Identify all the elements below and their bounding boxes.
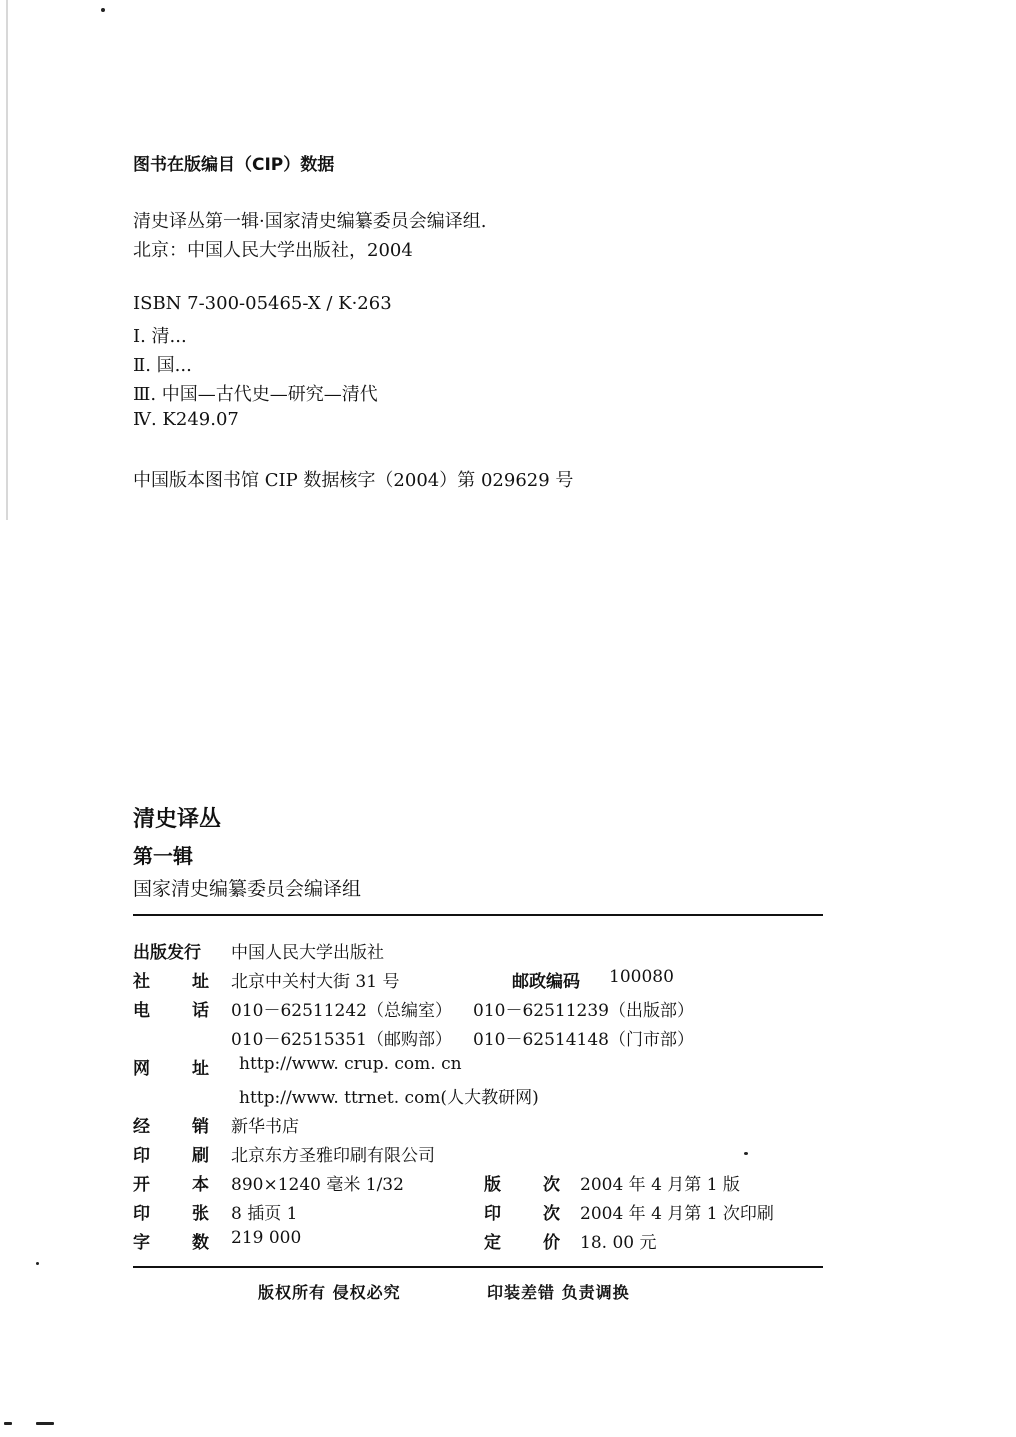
top-rule: [133, 914, 823, 916]
words-label-1: 字: [133, 1233, 150, 1253]
book-volume: 第一辑: [133, 844, 193, 868]
cip-header: 图书在版编目（CIP）数据: [133, 155, 335, 175]
address-value: 北京中关村大街 31 号: [231, 972, 400, 992]
web-label-2: 址: [192, 1059, 209, 1079]
address-label-2: 址: [192, 972, 209, 992]
scan-speck: [744, 1152, 748, 1155]
edition-label-2: 次: [543, 1175, 560, 1195]
cip-title-line-2: 北京：中国人民大学出版社，2004: [133, 240, 413, 261]
distributor-label-1: 经: [133, 1117, 150, 1137]
defects-notice: 印装差错 负责调换: [487, 1283, 630, 1302]
cip-subject-1: Ⅰ. 清...: [133, 326, 187, 347]
price-label-2: 价: [543, 1233, 560, 1253]
format-value: 890×1240 毫米 1/32: [231, 1175, 404, 1195]
phone-2: 010－62511239（出版部）: [473, 1001, 694, 1021]
web-label-1: 网: [133, 1059, 150, 1079]
phone-1: 010－62511242（总编室）: [231, 1001, 452, 1021]
impression-label-1: 印: [484, 1204, 501, 1224]
cip-subject-2: Ⅱ. 国...: [133, 355, 192, 376]
cip-isbn: ISBN 7-300-05465-X / K·263: [133, 293, 392, 314]
phone-label-1: 电: [133, 1001, 150, 1021]
scan-speck: [101, 8, 105, 12]
printer-value: 北京东方圣雅印刷有限公司: [231, 1146, 435, 1166]
cip-title-line-1: 清史译丛第一辑·国家清史编纂委员会编译组.: [133, 211, 487, 232]
edition-value: 2004 年 4 月第 1 版: [580, 1175, 740, 1195]
postcode-label: 邮政编码: [512, 972, 580, 992]
web-url-2[interactable]: http://www. ttrnet. com(人大教研网): [239, 1088, 539, 1108]
scan-speck: [4, 1422, 12, 1425]
book-editor: 国家清史编纂委员会编译组: [133, 878, 362, 900]
book-title: 清史译丛: [133, 807, 222, 832]
scan-speck: [36, 1422, 54, 1425]
phone-3: 010－62515351（邮购部）: [231, 1030, 452, 1050]
format-label-1: 开: [133, 1175, 150, 1195]
distributor-value: 新华书店: [231, 1117, 299, 1137]
cip-subject-3: Ⅲ. 中国—古代史—研究—清代: [133, 384, 378, 405]
copyright-notice: 版权所有 侵权必究: [258, 1283, 401, 1302]
cip-verification: 中国版本图书馆 CIP 数据核字（2004）第 029629 号: [133, 470, 574, 491]
scan-speck: [36, 1262, 39, 1265]
words-label-2: 数: [192, 1233, 209, 1253]
impression-value: 2004 年 4 月第 1 次印刷: [580, 1204, 774, 1224]
sheets-label-1: 印: [133, 1204, 150, 1224]
edition-label-1: 版: [484, 1175, 501, 1195]
publisher-value: 中国人民大学出版社: [231, 943, 384, 963]
phone-label-2: 话: [192, 1001, 209, 1021]
bottom-rule: [133, 1266, 823, 1268]
price-label-1: 定: [484, 1233, 501, 1253]
impression-label-2: 次: [543, 1204, 560, 1224]
price-value: 18. 00 元: [580, 1233, 657, 1253]
publisher-label: 出版发行: [133, 943, 201, 963]
format-label-2: 本: [192, 1175, 209, 1195]
printer-label-2: 刷: [192, 1146, 209, 1166]
sheets-value: 8 插页 1: [231, 1204, 298, 1224]
sheets-label-2: 张: [192, 1204, 209, 1224]
postcode-value: 100080: [609, 967, 674, 987]
printer-label-1: 印: [133, 1146, 150, 1166]
web-url-1[interactable]: http://www. crup. com. cn: [239, 1054, 462, 1074]
cip-subject-4: Ⅳ. K249.07: [133, 409, 239, 430]
words-value: 219 000: [231, 1228, 302, 1248]
address-label-1: 社: [133, 972, 150, 992]
page-edge-shadow: [6, 0, 8, 520]
distributor-label-2: 销: [192, 1117, 209, 1137]
phone-4: 010－62514148（门市部）: [473, 1030, 694, 1050]
